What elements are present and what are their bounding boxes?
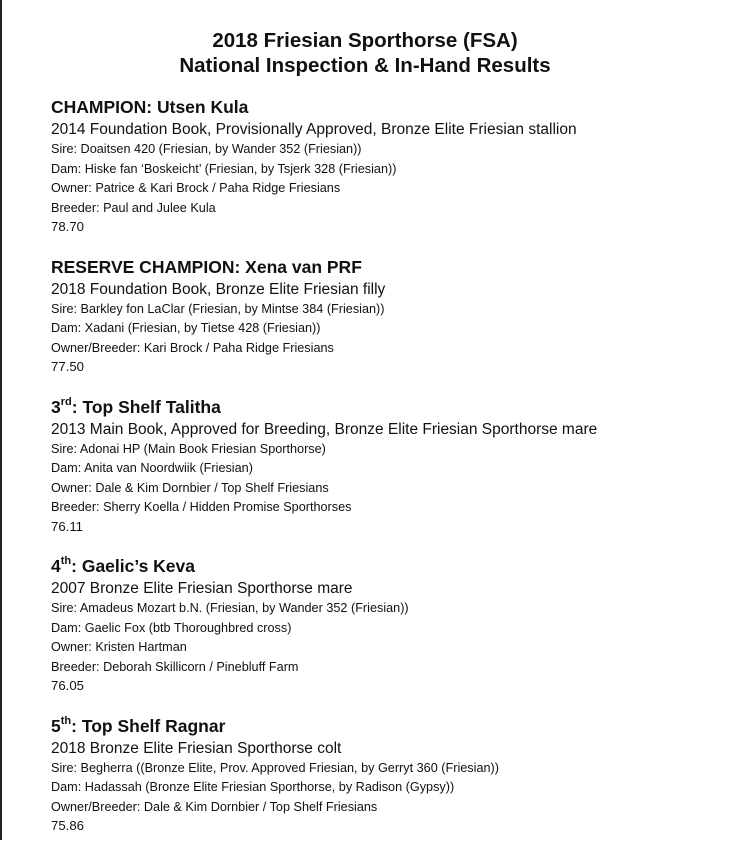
placing: 4 [51,556,61,576]
score: 76.11 [51,518,84,534]
pedigree-line: Dam: Gaelic Fox (btb Thoroughbred cross) [51,619,292,635]
pedigree-line: Breeder: Sherry Koella / Hidden Promise Sporthorses [51,499,352,514]
score: 76.05 [51,678,85,693]
pedigree-line: Sire: Doaitsen 420 (Friesian, by Wander 352 (Friesian)) [51,141,362,156]
horse-description: 2018 Foundation Book, Bronze Elite Friesian filly [51,280,386,298]
pedigree-line: Dam: Anita van Noordwiik (Friesian) [51,460,253,475]
horse-name: Utsen Kula [156,97,249,117]
pedigree-line: Owner/Breeder: Kari Brock / Paha Ridge Friesians [51,339,334,355]
pedigree-line: Dam: Hadassah (Bronze Elite Friesian Sporthorse, by Radison (Gypsy)) [51,779,455,794]
horse-name: Top Shelf Ragnar [81,715,226,736]
pedigree-line: Owner: Kristen Hartman [51,639,187,654]
title-line-2: National Inspection & In-Hand Results [179,54,551,77]
result-entry [51,397,721,537]
results-list [51,97,721,856]
horse-description: 2007 Bronze Elite Friesian Sporthorse mare [51,580,353,597]
horse-description: 2013 Main Book, Approved for Breeding, Bronze Elite Friesian Sporthorse mare [51,420,598,438]
pedigree-line: Dam: Xadani (Friesian, by Tietse 428 (Friesian)) [51,320,321,335]
horse-name: Xena van PRF [245,256,362,277]
pedigree-line: Sire: Begherra ((Bronze Elite, Prov. Approved Friesian, by Gerryt 360 (Friesian)) [51,759,499,775]
horse-description: 2018 Bronze Elite Friesian Sporthorse colt [51,739,342,757]
pedigree-line: Sire: Barkley fon LaClar (Friesian, by Mintse 384 (Friesian)) [51,300,385,316]
pedigree-line: Sire: Amadeus Mozart b.N. (Friesian, by Wander 352 (Friesian)) [51,600,409,615]
entry-heading: 4th: Gaelic’s Keva [51,555,196,576]
entry-heading: RESERVE CHAMPION: Xena van PRF [51,256,362,277]
entry-heading: 3rd: Top Shelf Talitha [51,395,221,417]
result-entry [51,556,721,696]
entry-heading: 5th: Top Shelf Ragnar [51,714,226,736]
pedigree-line: Breeder: Deborah Skillicorn / Pinebluff Farm [51,658,299,674]
placing: 5 [51,715,61,736]
result-entry [51,716,721,836]
score: 75.86 [51,818,85,833]
document-title [0,28,730,78]
result-entry [51,97,721,237]
pedigree-line: Dam: Hiske fan ‘Boskeicht’ (Friesian, by Tsjerk 328 (Friesian)) [51,160,397,176]
pedigree-line: Owner: Patrice & Kari Brock / Paha Ridge Friesians [51,180,341,195]
score: 78.70 [51,219,85,234]
placing-ordinal-suffix: th [60,714,72,727]
page-left-border [0,0,2,840]
title-line-1: 2018 Friesian Sporthorse (FSA) [212,29,518,52]
placing: RESERVE CHAMPION [51,256,235,277]
pedigree-line: Sire: Adonai HP (Main Book Friesian Sporthorse) [51,440,326,456]
placing-ordinal-suffix: rd [60,395,72,408]
placing: 3 [51,396,61,417]
horse-name: Top Shelf Talitha [82,396,221,417]
entry-heading: CHAMPION: Utsen Kula [51,97,249,117]
pedigree-line: Owner: Dale & Kim Dornbier / Top Shelf Friesians [51,479,329,495]
placing-ordinal-suffix: th [60,555,72,568]
horse-description: 2014 Foundation Book, Provisionally Approved, Bronze Elite Friesian stallion [51,121,577,138]
score: 77.50 [51,359,85,374]
horse-name: Gaelic’s Keva [81,556,196,576]
result-entry [51,257,721,377]
pedigree-line: Owner/Breeder: Dale & Kim Dornbier / Top Shelf Friesians [51,798,378,814]
placing: CHAMPION [51,97,147,117]
pedigree-line: Breeder: Paul and Julee Kula [51,199,216,215]
